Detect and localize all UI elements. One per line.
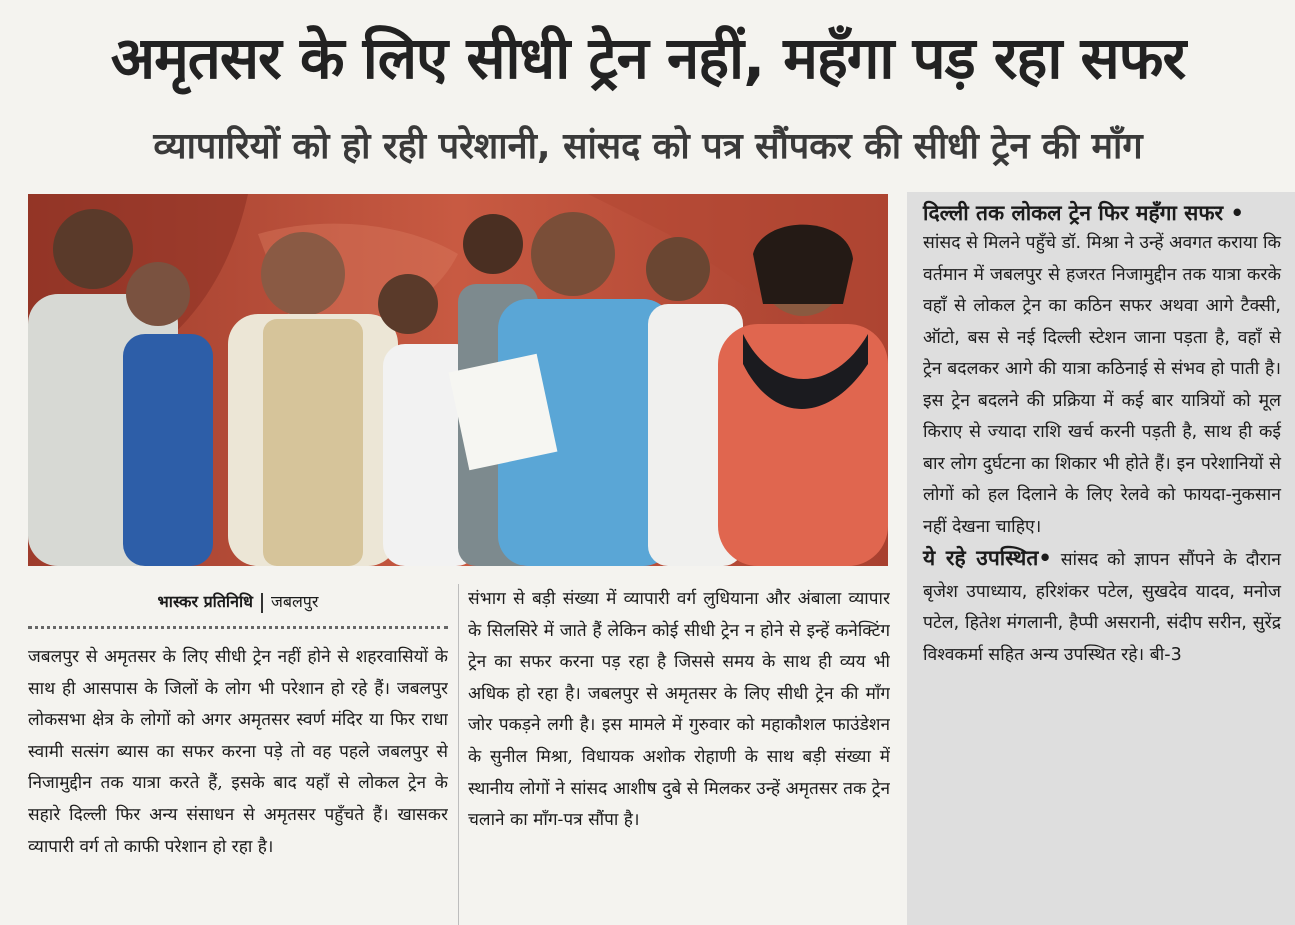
sidebar-attendees xyxy=(923,543,1281,671)
column-divider xyxy=(458,584,459,925)
byline-separator xyxy=(261,593,263,613)
article-column-1: जबलपुर से अमृतसर के लिए सीधी ट्रेन नहीं होने से शहरवासियों के साथ ही आसपास के जिलों के लोग भी परेशान हो रहे हैं। जबलपुर लोकसभा क्षेत्र के लोगों को अगर अमृतसर स्वर्ण मंदिर या फिर राधा स्वामी सत्संग ब्यास का सफर करना पड़े तो वह पहले जबलपुर से निजामुद्दीन तक यात्रा करते हैं, इसके बाद यहाँ से लोकल ट्रेन के सहारे दिल्ली फिर अन्य संसाधन से अमृतसर पहुँचते हैं। खासकर व्यापारी वर्ग तो काफी परेशान हो रहा है। xyxy=(28,647,448,857)
sidebar-box xyxy=(907,192,1295,925)
photo-illustration xyxy=(28,194,888,566)
article-column-2: संभाग से बड़ी संख्या में व्यापारी वर्ग लुधियाना और अंबाला व्यापार के सिलसिरे में जाते हैं लेकिन कोई सीधी ट्रेन न होने से इन्हें कनेक्टिंग ट्रेन का सफर करना पड़ रहा है जिससे समय के साथ ही व्यय भी अधिक हो रहा है। जबलपुर से अमृतसर के लिए सीधी ट्रेन की माँग जोर पकड़ने लगी है। इस मामले में गुरुवार को महाकौशल फाउंडेशन के सुनील मिश्रा, विधायक अशोक रोहाणी के साथ बड़ी संख्या में स्थानीय लोगों ने सांसद आशीष दुबे से मिलकर उन्हें अमृतसर तक ट्रेन चलाने का माँग-पत्र सौंपा है। xyxy=(468,589,890,831)
byline xyxy=(28,586,448,618)
headline: अमृतसर के लिए सीधी ट्रेन नहीं, महँगा पड़ रहा सफर xyxy=(110,24,1186,92)
sidebar-title: दिल्ली तक लोकल ट्रेन फिर महँगा सफर • xyxy=(923,201,1244,225)
sidebar-attendees-text: सांसद को ज्ञापन सौंपने के दौरान बृजेश उपाध्याय, हरिशंकर पटेल, सुखदेव यादव, मनोज पटेल, हितेश मंगलानी, हैप्पी असरानी, संदीप सरीन, सुरेंद्र विश्वकर्मा सहित अन्य उपस्थित रहे। बी-3 xyxy=(923,550,1281,665)
dotted-divider xyxy=(28,626,448,629)
news-photo xyxy=(28,194,888,566)
byline-location: जबलपुर xyxy=(270,592,319,611)
sidebar-body: सांसद से मिलने पहुँचे डॉ. मिश्रा ने उन्हें अवगत कराया कि वर्तमान में जबलपुर से हजरत निजामुद्दीन तक यात्रा करके वहाँ से लोकल ट्रेन का कठिन सफर अथवा आगे टैक्सी, ऑटो, बस से नई दिल्ली स्टेशन जाना पड़ता है, वहाँ से ट्रेन बदलकर आगे की यात्रा कठिनाई से संभव हो पाती है। इस ट्रेन बदलने की प्रक्रिया में कई बार यात्रियों को मूल किराए से ज्यादा राशि खर्च करनी पड़ती है, साथ ही कई बार लोग दुर्घटना का शिकार भी होते हैं। इन परेशानियों से लोगों को हल दिलाने के लिए रेलवे को फायदा-नुकसान नहीं देखना चाहिए। xyxy=(923,233,1281,537)
sidebar-attendees-lead: ये रहे उपस्थित• xyxy=(923,546,1052,570)
subheadline: व्यापारियों को हो रही परेशानी, सांसद को पत्र सौंपकर की सीधी ट्रेन की माँग xyxy=(153,126,1143,167)
byline-name: भास्कर प्रतिनिधि xyxy=(157,592,253,611)
